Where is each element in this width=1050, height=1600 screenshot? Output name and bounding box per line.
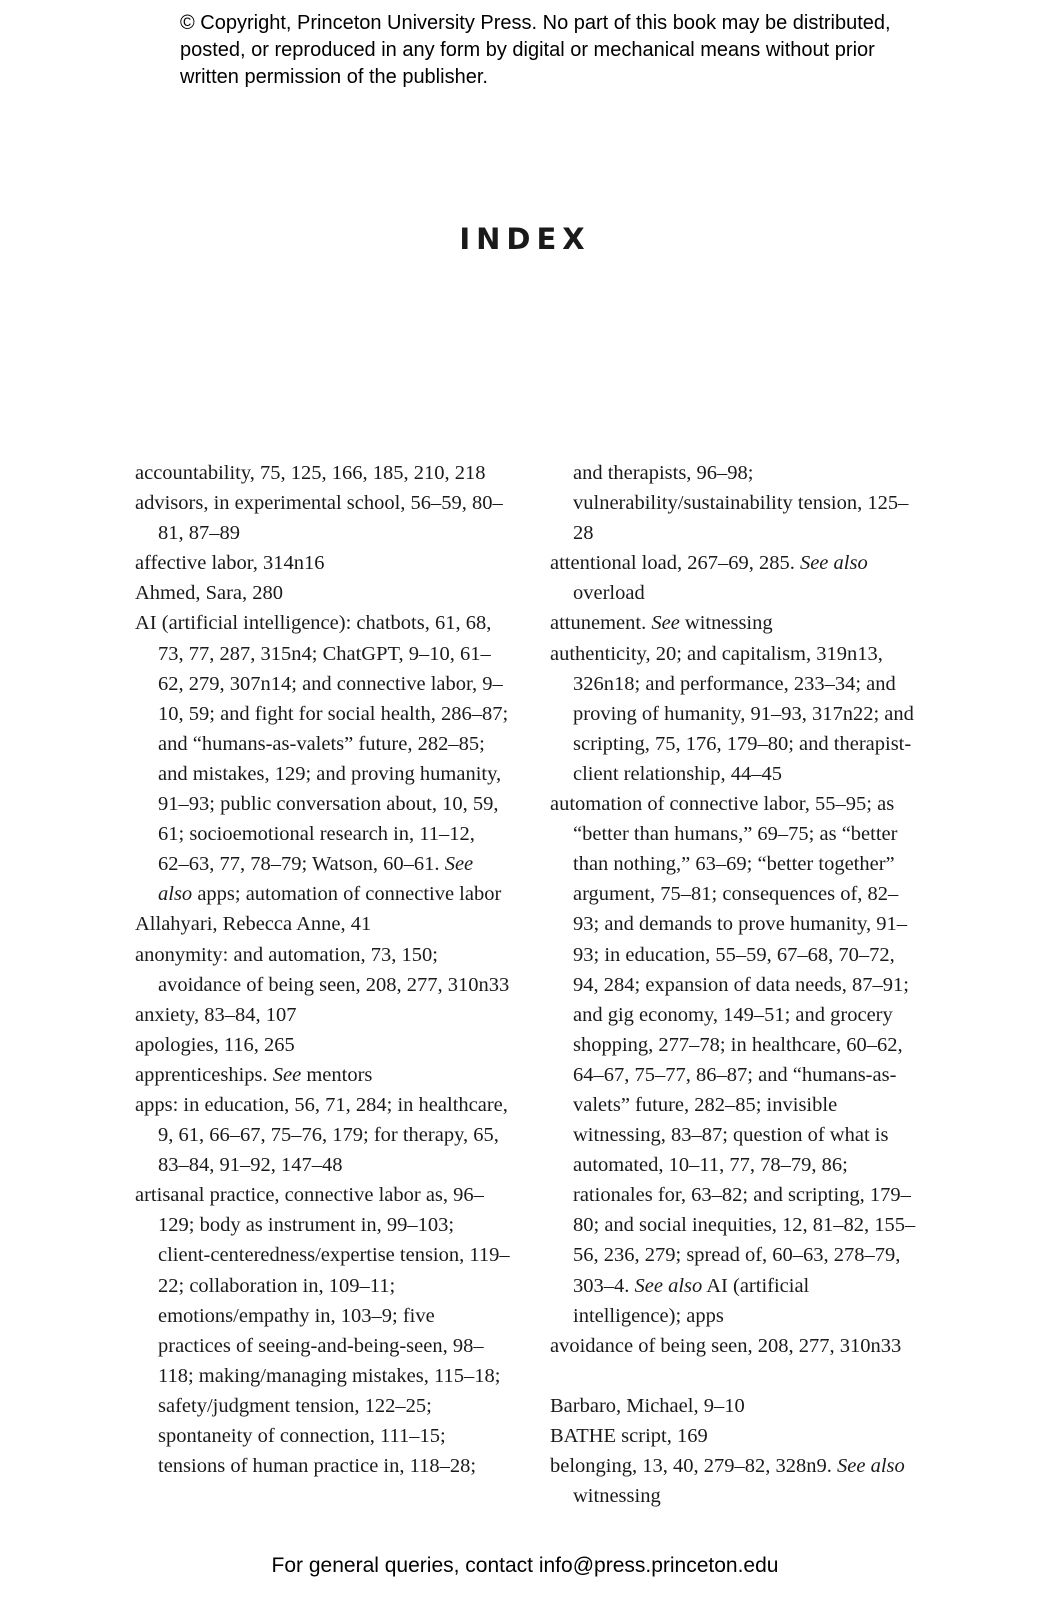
index-column-left	[135, 458, 510, 1481]
index-entry-continuation: and therapists, 96–98; vulnerability/sustainability tension, 125–28	[573, 462, 909, 545]
index-entry: attunement. See witnessing	[550, 612, 773, 635]
index-entry: apps: in education, 56, 71, 284; in healthcare, 9, 61, 66–67, 75–76, 179; for therapy, 65, 83–84, 91–92, 147–48	[135, 1093, 508, 1177]
index-entry: Barbaro, Michael, 9–10	[550, 1394, 745, 1417]
index-entry: affective labor, 314n16	[135, 552, 325, 575]
index-entry: avoidance of being seen, 208, 277, 310n33	[550, 1334, 902, 1357]
index-column-right	[550, 458, 920, 1511]
section-gap	[550, 1361, 920, 1391]
footer-contact: For general queries, contact info@press.princeton.edu	[271, 1554, 779, 1577]
index-entry: attentional load, 267–69, 285. See also overload	[550, 552, 868, 605]
index-entry: accountability, 75, 125, 166, 185, 210, 218	[135, 462, 486, 484]
index-entry: artisanal practice, connective labor as, 96–129; body as instrument in, 99–103; client-centeredness/expertise tension, 119–22; collaboration in, 109–11; emotions/empathy in, 103–9; five practices of seeing-and-being-seen, 98–118; making/managing mistakes, 115–18; safety/judgment tension, 122–25; spontaneity of connection, 111–15; tensions of human practice in, 118–28;	[135, 1184, 510, 1478]
index-entry: apologies, 116, 265	[135, 1033, 295, 1056]
index-entry: automation of connective labor, 55–95; as “better than humans,” 69–75; as “better than nothing,” 63–69; “better together” argument, 75–81; consequences of, 82–93; and demands to prove humanity, 91–93; in education, 55–59, 67–68, 70–72, 94, 284; expansion of data needs, 87–91; and gig economy, 149–51; and grocery shopping, 277–78; in healthcare, 60–62, 64–67, 75–77, 86–87; and “humans-as-valets” future, 282–85; invisible witnessing, 83–87; question of what is automated, 10–11, 77, 78–79, 86; rationales for, 63–82; and scripting, 179–80; and social inequities, 12, 81–82, 155–56, 236, 279; spread of, 60–63, 278–79, 303–4. See also AI (artificial intelligence); apps	[550, 793, 916, 1327]
index-entry: anxiety, 83–84, 107	[135, 1003, 297, 1026]
index-entry: authenticity, 20; and capitalism, 319n13, 326n18; and performance, 233–34; and proving of humanity, 91–93, 317n22; and scripting, 75, 176, 179–80; and therapist-client relationship, 44–45	[550, 642, 914, 785]
index-entry: Ahmed, Sara, 280	[135, 582, 284, 605]
index-entry: belonging, 13, 40, 279–82, 328n9. See also witnessing	[550, 1455, 905, 1508]
page-title: INDEX	[459, 222, 591, 256]
index-entry: Allahyari, Rebecca Anne, 41	[135, 913, 372, 936]
index-entry: advisors, in experimental school, 56–59, 80–81, 87–89	[135, 492, 503, 545]
copyright-notice: © Copyright, Princeton University Press. No part of this book may be distributed, posted, or reproduced in any form by digital or mechanical means without prior written permission of the publisher.	[180, 12, 891, 88]
index-entry: AI (artificial intelligence): chatbots, 61, 68, 73, 77, 287, 315n4; ChatGPT, 9–10, 61–62, 279, 307n14; and connective labor, 9–10, 59; and fight for social health, 286–87; and “humans-as-valets” future, 282–85; and mistakes, 129; and proving humanity, 91–93; public conversation about, 10, 59, 61; socioemotional research in, 11–12, 62–63, 77, 78–79; Watson, 60–61. See also apps; automation of connective labor	[135, 612, 509, 906]
index-entry: apprenticeships. See mentors	[135, 1063, 373, 1086]
index-entry: BATHE script, 169	[550, 1425, 708, 1447]
index-entry: anonymity: and automation, 73, 150; avoidance of being seen, 208, 277, 310n33	[135, 943, 510, 996]
